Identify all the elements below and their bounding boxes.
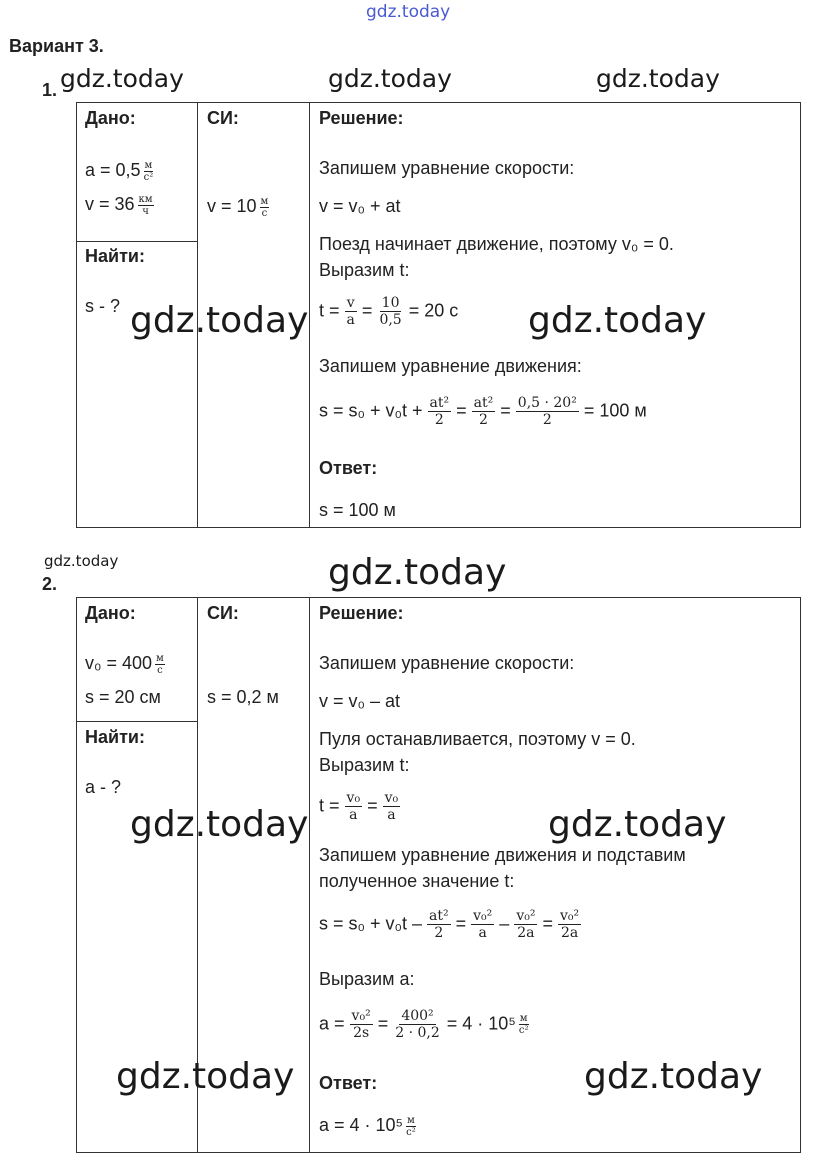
solution-line: Выразим a: [319,969,415,989]
answer-header: Ответ: [319,458,378,478]
watermark-top: gdz.today [366,2,451,22]
solution-line: Запишем уравнение движения: [319,356,582,376]
solution-line: полученное значение t: [319,871,515,891]
given-v: v = 36 км ч [85,193,153,217]
problem-number-2: 2. [42,574,58,594]
watermark: gdz.today [130,300,309,341]
watermark: gdz.today [130,804,309,845]
watermark: gdz.today [116,1056,295,1097]
watermark: gdz.today [596,64,720,93]
solution-line: Запишем уравнение скорости: [319,158,575,178]
solution-line: Поезд начинает движение, поэтому v₀ = 0. [319,234,674,254]
answer-header: Ответ: [319,1073,378,1093]
watermark: gdz.today [548,804,727,845]
watermark: gdz.today [60,64,184,93]
watermark: gdz.today [584,1056,763,1097]
answer-value: a = 4 · 10⁵ м с² [319,1114,416,1138]
watermark: gdz.today [328,552,507,593]
solution-line: v = v₀ – at [319,691,401,711]
solution-line: Запишем уравнение движения и подставим [319,845,686,865]
given-v0: v₀ = 400 м с [85,652,164,676]
problem-number-1: 1. [42,80,58,100]
find-value: a - ? [85,777,122,797]
solution-line: Выразим t: [319,755,410,775]
equation-s: s = s₀ + v₀t – $\frac{\text{at²}}{2}$ = $\frac{\text{v₀²}}{a}$ – $\frac{\text{v₀²}}{2a}$ = $\frac{\text{v₀²}}{2a}$ [319,908,580,941]
si-v: v = 10 м с [207,195,269,219]
watermark-small: gdz.today [44,552,119,570]
si-header: СИ: [207,603,239,623]
solution-line: Пуля останавливается, поэтому v = 0. [319,729,636,749]
equation-t: t = $\frac{v}{a}$ = $\frac{10}{0,5}$ = 20 с [319,295,459,328]
find-value: s - ? [85,296,121,316]
find-header: Найти: [85,727,145,747]
given-a: a = 0,5 м с² [85,159,154,183]
solution-line: Выразим t: [319,260,410,280]
solution-line: Запишем уравнение скорости: [319,653,575,673]
solution-header: Решение: [319,108,404,128]
given-s: s = 20 см [85,687,161,707]
watermark: gdz.today [328,64,452,93]
si-header: СИ: [207,108,239,128]
variant-title: Вариант 3. [9,36,104,56]
equation-s: s = s₀ + v₀t + $\frac{\text{at²}}{2}$ = $\frac{\text{at²}}{2}$ = $\frac{\text{0,5 · 20²}}{2}$ = 100 м [319,395,647,428]
equation-t: t = $\frac{\text{v₀}}{a}$ = $\frac{\text{v₀}}{a}$ [319,790,399,823]
answer-value: s = 100 м [319,500,396,520]
solution-header: Решение: [319,603,404,623]
si-s: s = 0,2 м [207,687,279,707]
given-header: Дано: [85,603,136,623]
watermark: gdz.today [528,300,707,341]
equation-a: a = $\frac{\text{v₀²}}{2s}$ = $\frac{\text{400²}}{2 \cdot 0,2}$ = 4 · 10⁵ м с² [319,1008,529,1041]
find-header: Найти: [85,246,145,266]
given-header: Дано: [85,108,136,128]
solution-line: v = v₀ + at [319,196,401,216]
